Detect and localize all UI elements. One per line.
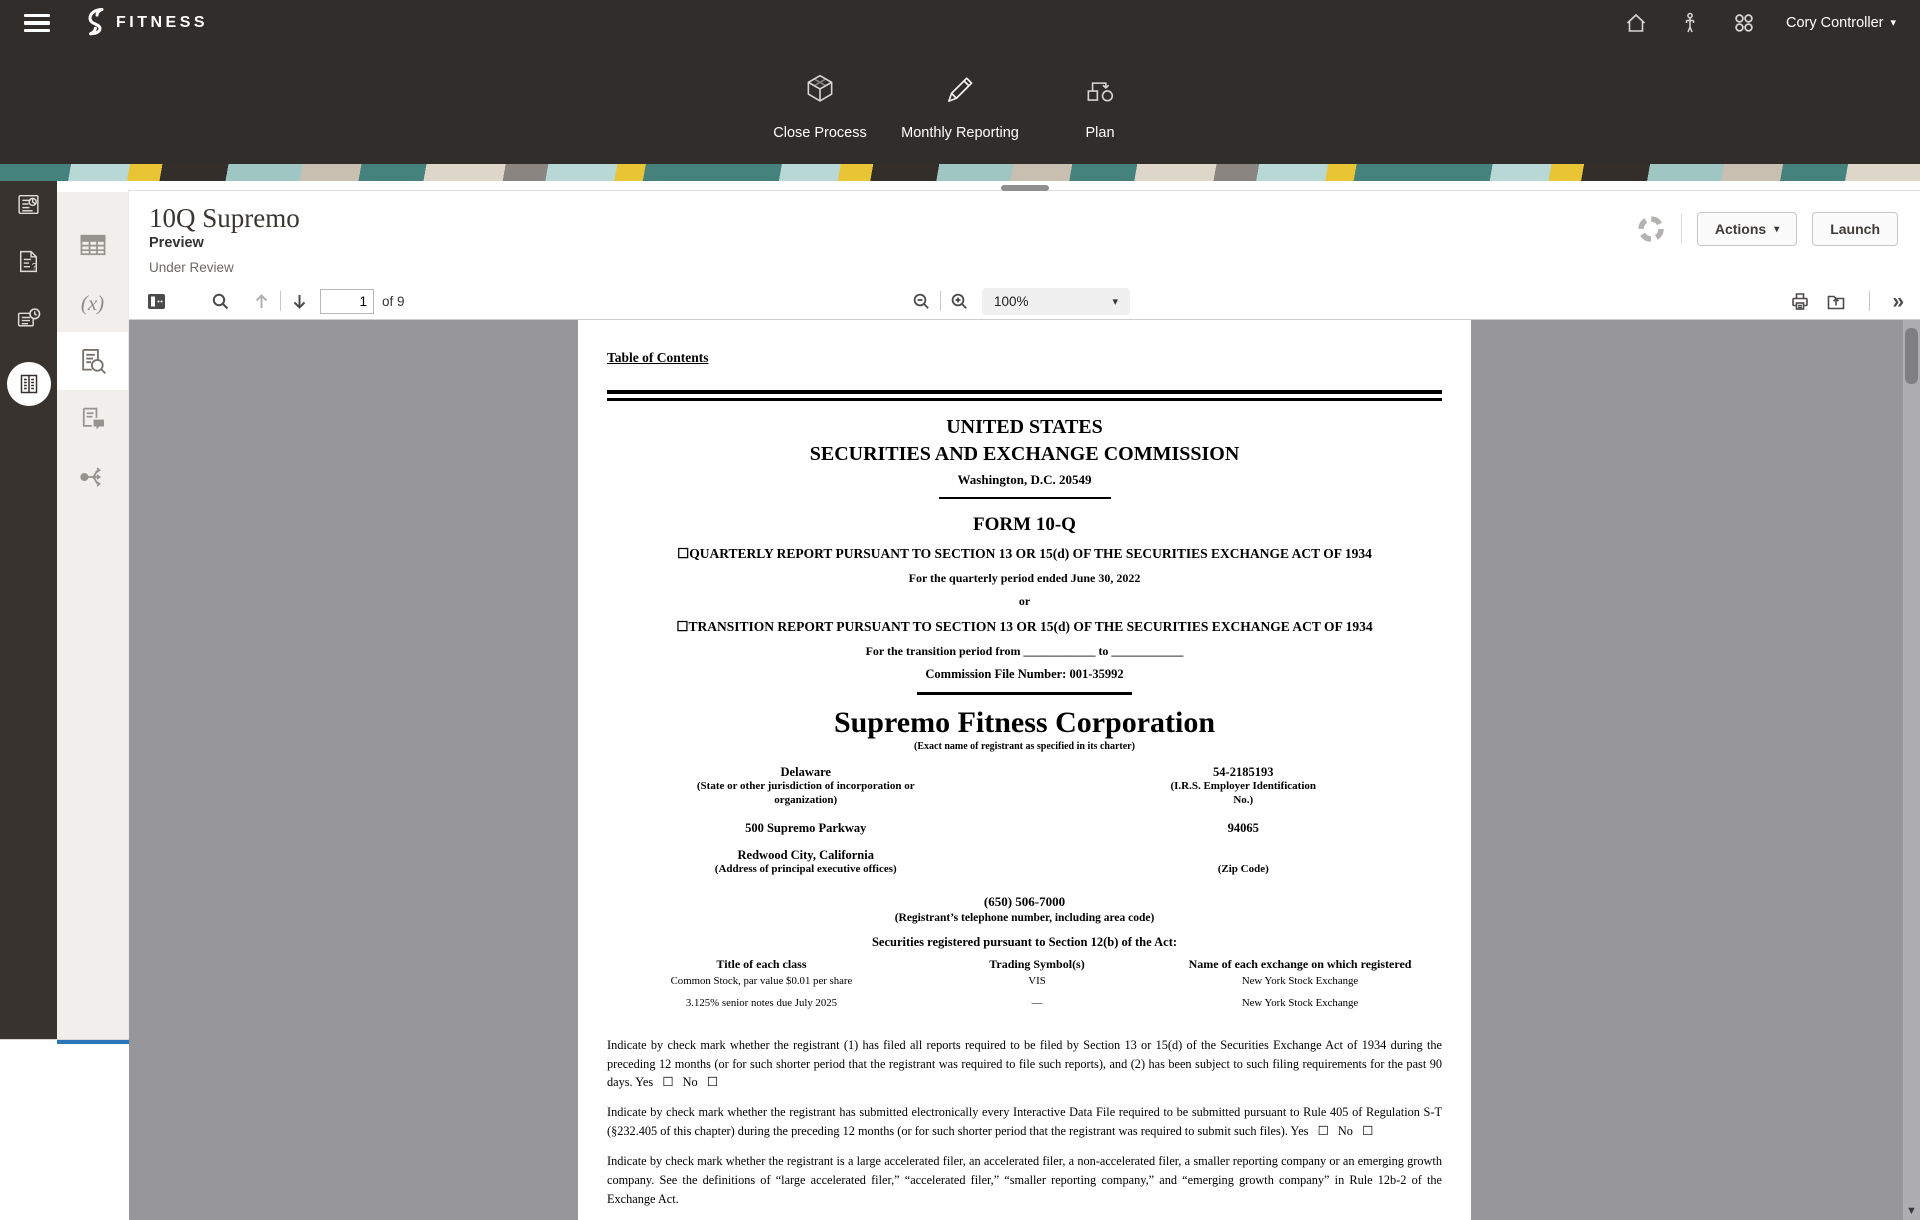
doc-line: For the transition period from ____________ to ____________ — [865, 644, 1184, 659]
more-tools-icon[interactable]: » — [1892, 289, 1904, 313]
doc-line: Redwood City, California — [737, 847, 874, 862]
report-center-sidebar — [57, 181, 128, 1039]
zoom-level-select[interactable]: 100% ▾ — [982, 288, 1130, 315]
sidebar-item-workflow[interactable] — [57, 448, 128, 506]
page-count-label: of 9 — [382, 293, 405, 309]
doc-line: 94065 — [1227, 820, 1259, 835]
report-preview-panel — [128, 190, 1920, 1217]
table-cell: New York Stock Exchange — [1241, 996, 1359, 1009]
pencil-icon — [942, 72, 978, 108]
scroll-down-arrow-icon[interactable]: ▼ — [1906, 1204, 1917, 1217]
table-cell: VIS — [1028, 974, 1046, 987]
hamburger-menu-icon[interactable] — [24, 14, 50, 32]
checkbox-line: ☐TRANSITION REPORT PURSUANT TO SECTION 13 OR 15(d) OF THE SECURITIES EXCHANGE ACT OF 1934 — [676, 619, 1373, 635]
report-subtitle: Preview — [149, 235, 204, 252]
flow-plan-icon — [1082, 72, 1118, 108]
lifecycle-donut-icon[interactable] — [1636, 214, 1666, 244]
vertical-scrollbar[interactable] — [1903, 320, 1920, 1220]
company-name: Supremo Fitness Corporation — [833, 706, 1216, 740]
doc-heading: SECURITIES AND EXCHANGE COMMISSION — [809, 443, 1240, 466]
doc-line: For the quarterly period ended June 30, 2022 — [908, 571, 1141, 586]
divider — [939, 497, 1111, 499]
doc-line: or — [1018, 594, 1031, 609]
zoom-in-icon[interactable] — [949, 291, 970, 312]
scrollbar-thumb[interactable] — [1905, 328, 1918, 384]
doc-line: (Address of principal executive offices) — [714, 862, 897, 875]
doc-paragraph: Indicate by check mark whether the registrant (1) has filed all reports required to be filed by Section 13 or 15(d) of the Securities Exchange Act of 1934 during the preceding 12 months (or for such shorter period that the registrant was required to file such reports), and (2) has been subject to such filing requirements for the past 90 days. Yes ☐ No ☐ — [607, 1037, 1442, 1090]
table-cell: — — [1031, 996, 1043, 1009]
chevron-down-icon: ▾ — [1112, 295, 1118, 308]
toc-link[interactable]: Table of Contents — [607, 350, 709, 366]
form-title: FORM 10-Q — [973, 514, 1076, 536]
table-cell: 3.125% senior notes due July 2025 — [685, 996, 838, 1009]
sidebar-item-variables[interactable] — [57, 274, 128, 332]
nav-label: Plan — [1085, 125, 1115, 141]
doc-line: (Exact name of registrant as specified in its charter) — [914, 741, 1135, 753]
doc-subheading: Washington, D.C. 20549 — [957, 472, 1092, 488]
table-header: Trading Symbol(s) — [989, 956, 1085, 971]
home-icon[interactable] — [1624, 11, 1648, 35]
table-cell: Common Stock, par value $0.01 per share — [670, 974, 853, 987]
securities-table — [607, 957, 1442, 1009]
zoom-out-icon[interactable] — [911, 291, 932, 312]
table-header: Name of each exchange on which registered — [1188, 956, 1412, 971]
svg-text:?: ? — [31, 261, 37, 272]
doc-line: (I.R.S. Employer Identification No.) — [1170, 780, 1317, 807]
phone-number: (650) 506-7000 — [983, 893, 1066, 909]
doc-line: Securities registered pursuant to Section 12(b) of the Act: — [871, 934, 1178, 949]
divider — [607, 398, 1442, 401]
brand-name: FITNESS — [116, 14, 209, 31]
sidebar-item-doclets[interactable] — [57, 390, 128, 448]
previous-page-icon[interactable] — [251, 291, 272, 312]
doc-line: 54-2185193 — [1213, 765, 1274, 780]
table-icon — [78, 230, 108, 260]
outer-sidebar — [0, 181, 57, 1039]
doc-comment-icon — [78, 404, 108, 434]
user-name: Cory Controller — [1785, 15, 1884, 31]
calendar-clock-icon[interactable] — [15, 305, 42, 332]
sidebar-item-grid-view[interactable] — [57, 216, 128, 274]
announcements-person-icon[interactable] — [1678, 11, 1702, 35]
print-icon[interactable] — [1789, 290, 1811, 312]
open-file-icon[interactable] — [1825, 290, 1847, 312]
doc-line: (State or other jurisdiction of incorporation or organization) — [696, 780, 915, 807]
actions-button[interactable]: Actions ▾ — [1697, 212, 1797, 246]
doc-line: Delaware — [780, 765, 831, 780]
doc-line: 500 Supremo Parkway — [745, 820, 867, 835]
pdf-page — [578, 320, 1471, 1220]
doc-magnifier-icon — [77, 345, 109, 377]
nav-item-plan[interactable] — [1037, 72, 1163, 164]
chevron-down-icon: ▾ — [1774, 223, 1780, 235]
doc-question-icon[interactable] — [15, 248, 42, 275]
doc-paragraphs — [607, 1036, 1442, 1209]
brand-logo — [78, 6, 208, 40]
doc-heading: UNITED STATES — [946, 416, 1103, 439]
user-menu[interactable] — [1786, 15, 1896, 31]
decorative-banner — [0, 164, 1920, 181]
checkbox-line: ☐QUARTERLY REPORT PURSUANT TO SECTION 13 OR 15(d) OF THE SECURITIES EXCHANGE ACT OF 1934 — [677, 546, 1372, 562]
navigator-grid-icon[interactable] — [1732, 11, 1756, 35]
function-x-icon: (x) — [80, 290, 105, 315]
toggle-sidebar-icon[interactable] — [145, 290, 168, 313]
table-header: Title of each class — [716, 956, 807, 971]
branch-flow-icon — [78, 462, 108, 492]
nav-label: Close Process — [773, 125, 867, 141]
ledger-selected-icon[interactable] — [7, 362, 51, 406]
nav-item-monthly-reporting[interactable] — [897, 72, 1023, 164]
table-cell: New York Stock Exchange — [1241, 974, 1359, 987]
status-badge: Under Review — [149, 260, 234, 276]
fitness-s-logo-icon — [78, 6, 112, 40]
launch-button[interactable]: Launch — [1812, 212, 1898, 246]
registrant-grid — [607, 765, 1442, 876]
nav-item-close-process[interactable] — [757, 72, 883, 164]
report-header — [129, 191, 1920, 283]
doc-paragraph: Indicate by check mark whether the registrant has submitted electronically every Interactive Data File required to be submitted pursuant to Rule 405 of Regulation S-T (§232.405 of this chapter) during the preceding 12 months (or for such shorter period that the registrant was required to submit such files). Yes ☐ No ☐ — [607, 1105, 1442, 1139]
pdf-toolbar — [129, 283, 1920, 320]
doc-line: Commission File Number: 001-35992 — [925, 667, 1124, 682]
nav-label: Monthly Reporting — [901, 125, 1019, 141]
page-number-input[interactable] — [320, 289, 374, 314]
doc-paragraph: Indicate by check mark whether the registrant is a large accelerated filer, an accelerated filer, a non-accelerated filer, a smaller reporting company or an emerging growth company. See the definitions of “large accelerated filer,” “accelerated filer,” “smaller reporting company,” and “emerging growth company” in Rule 12b-2 of the Exchange Act. — [607, 1154, 1442, 1207]
doc-line: (Zip Code) — [1217, 862, 1269, 875]
pdf-viewer — [129, 320, 1920, 1220]
divider — [917, 692, 1132, 695]
report-overview-icon[interactable] — [15, 191, 42, 218]
process-nav — [0, 46, 1920, 164]
next-page-icon[interactable] — [289, 291, 310, 312]
divider — [607, 390, 1442, 394]
top-bar — [0, 0, 1920, 46]
panel-drag-handle[interactable] — [1001, 185, 1049, 191]
cube-icon — [802, 72, 838, 108]
user-caret-icon: ▾ — [1890, 16, 1896, 29]
search-icon[interactable] — [210, 291, 231, 312]
doc-line: (Registrant’s telephone number, including area code) — [894, 911, 1155, 924]
report-title: 10Q Supremo — [149, 203, 300, 233]
divider — [1681, 214, 1682, 244]
sidebar-item-preview-selected[interactable] — [57, 332, 128, 390]
